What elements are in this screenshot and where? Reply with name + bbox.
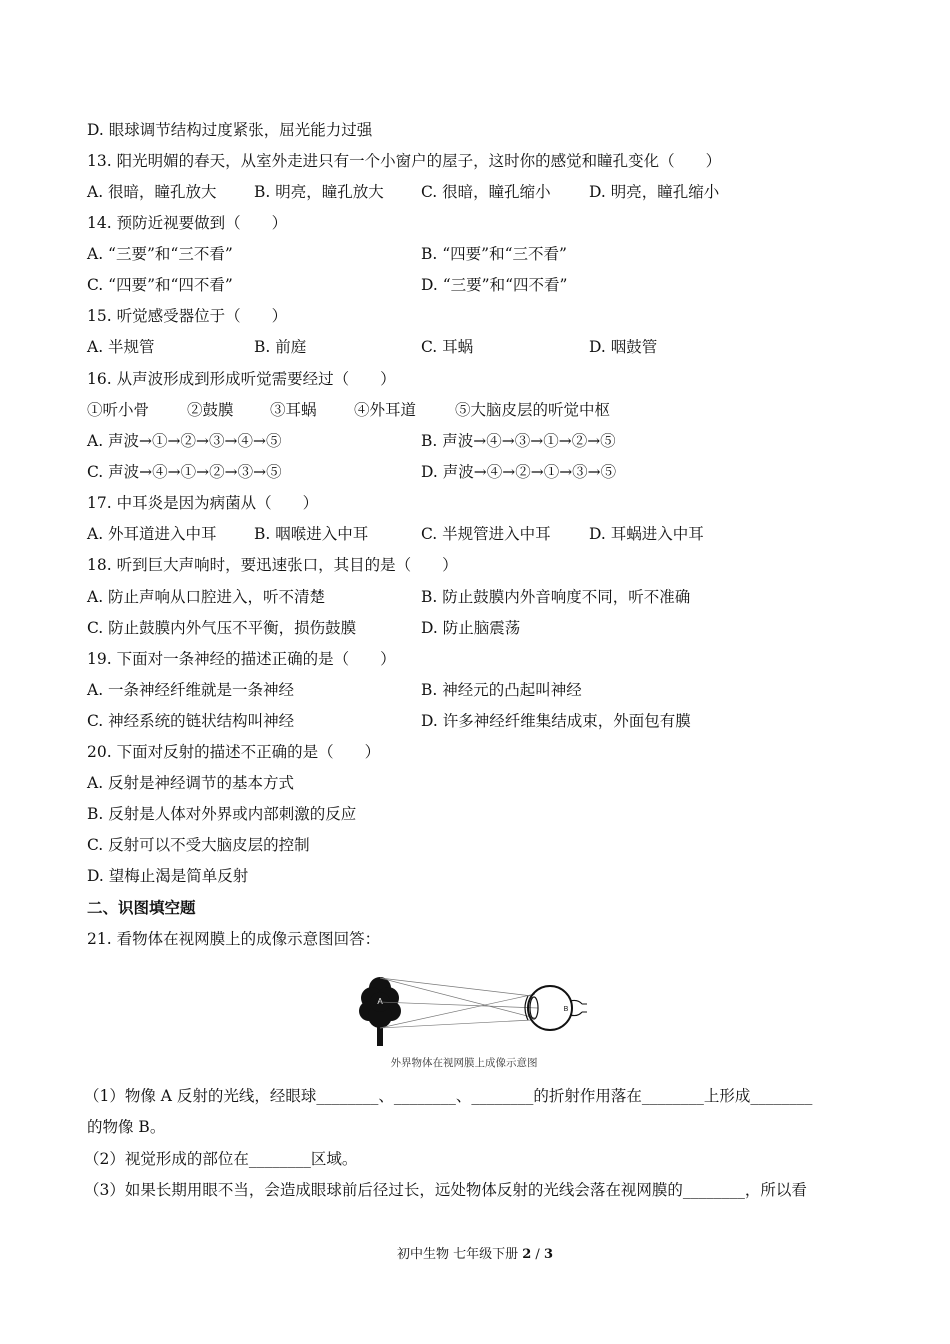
q18-option-c: C. 防止鼓膜内外气压不平衡，损伤鼓膜 [87, 619, 357, 637]
retina-imaging-diagram [352, 966, 592, 1072]
q16-option-d: D. 声波→④→②→①→③→⑤ [421, 463, 617, 481]
q15-option-a: A. 半规管 [87, 338, 155, 356]
q16-item-2: ②鼓膜 [187, 401, 234, 419]
q18-option-d: D. 防止脑震荡 [421, 619, 521, 637]
tree-object [359, 977, 401, 1046]
q13-stem: 13. 阳光明媚的春天，从室外走进只有一个小窗户的屋子，这时你的感觉和瞳孔变化（ ） [87, 152, 722, 170]
q13-option-a: A. 很暗，瞳孔放大 [87, 183, 217, 201]
retina-imaging-figure [352, 966, 592, 1072]
q21-part2: （2）视觉形成的部位在________区域。 [84, 1150, 358, 1168]
q16-item-5: ⑤大脑皮层的听觉中枢 [455, 401, 611, 419]
q19-stem: 19. 下面对一条神经的描述正确的是（ ） [87, 650, 396, 668]
section-title: 二、识图填空题 [87, 898, 196, 917]
q16-item-3: ③耳蜗 [270, 401, 317, 419]
q16-option-a: A. 声波→①→②→③→④→⑤ [87, 432, 282, 450]
q17-option-a: A. 外耳道进入中耳 [87, 525, 217, 543]
q13-option-b: B. 明亮，瞳孔放大 [254, 183, 384, 201]
q16-stem: 16. 从声波形成到形成听觉需要经过（ ） [87, 370, 396, 388]
q21-stem: 21. 看物体在视网膜上的成像示意图回答： [87, 930, 381, 948]
footer-page-number: 2 [522, 1247, 532, 1262]
q20-stem: 20. 下面对反射的描述不正确的是（ ） [87, 743, 381, 761]
q19-option-c: C. 神经系统的链状结构叫神经 [87, 712, 295, 730]
q19-option-d: D. 许多神经纤维集结成束，外面包有膜 [421, 712, 691, 730]
q12-option-d: D. 眼球调节结构过度紧张，屈光能力过强 [87, 121, 373, 139]
label-b: B [563, 1006, 569, 1013]
q17-option-b: B. 咽喉进入中耳 [254, 525, 369, 543]
footer-subject: 初中生物 七年级下册 [396, 1247, 523, 1262]
q17-option-c: C. 半规管进入中耳 [421, 525, 551, 543]
q19-option-a: A. 一条神经纤维就是一条神经 [87, 681, 295, 699]
q14-option-d: D. “三要”和“四不看” [421, 276, 568, 294]
light-rays [380, 978, 538, 1028]
q14-stem: 14. 预防近视要做到（ ） [87, 214, 288, 232]
q20-option-c: C. 反射可以不受大脑皮层的控制 [87, 836, 310, 854]
q21-part1-line2: 的物像 B。 [87, 1118, 166, 1136]
q20-option-a: A. 反射是神经调节的基本方式 [87, 774, 295, 792]
q18-option-b: B. 防止鼓膜内外音响度不同，听不准确 [421, 588, 691, 606]
q16-item-4: ④外耳道 [354, 401, 417, 419]
q21-part3: （3）如果长期用眼不当，会造成眼球前后径过长，远处物体反射的光线会落在视网膜的________，所以看 [84, 1181, 807, 1199]
q16-option-b: B. 声波→④→③→①→②→⑤ [421, 432, 616, 450]
q16-option-c: C. 声波→④→①→②→③→⑤ [87, 463, 282, 481]
q20-option-d: D. 望梅止渴是简单反射 [87, 867, 249, 885]
label-a: A [377, 997, 383, 1006]
q20-option-b: B. 反射是人体对外界或内部刺激的反应 [87, 805, 357, 823]
q19-option-b: B. 神经元的凸起叫神经 [421, 681, 582, 699]
q13-option-d: D. 明亮，瞳孔缩小 [589, 183, 720, 201]
q15-stem: 15. 听觉感受器位于（ ） [87, 307, 288, 325]
q15-option-d: D. 咽鼓管 [589, 338, 658, 356]
footer-separator: / [531, 1247, 544, 1262]
q18-option-a: A. 防止声响从口腔进入，听不清楚 [87, 588, 326, 606]
q18-stem: 18. 听到巨大声响时，要迅速张口，其目的是（ ） [87, 556, 458, 574]
footer-total-pages: 3 [543, 1247, 553, 1262]
q14-option-b: B. “四要”和“三不看” [421, 245, 567, 263]
q14-option-c: C. “四要”和“四不看” [87, 276, 233, 294]
q17-stem: 17. 中耳炎是因为病菌从（ ） [87, 494, 319, 512]
page-footer [0, 1246, 950, 1264]
q21-part1-line1: （1）物像 A 反射的光线，经眼球________、________、________的折射作用落在________上形成________ [84, 1087, 813, 1105]
figure-caption: 外界物体在视网膜上成像示意图 [390, 1057, 538, 1069]
q13-option-c: C. 很暗，瞳孔缩小 [421, 183, 551, 201]
q17-option-d: D. 耳蜗进入中耳 [589, 525, 704, 543]
q14-option-a: A. “三要”和“三不看” [87, 245, 233, 263]
q15-option-c: C. 耳蜗 [421, 338, 474, 356]
q15-option-b: B. 前庭 [254, 338, 307, 356]
q16-item-1: ①听小骨 [87, 401, 150, 419]
